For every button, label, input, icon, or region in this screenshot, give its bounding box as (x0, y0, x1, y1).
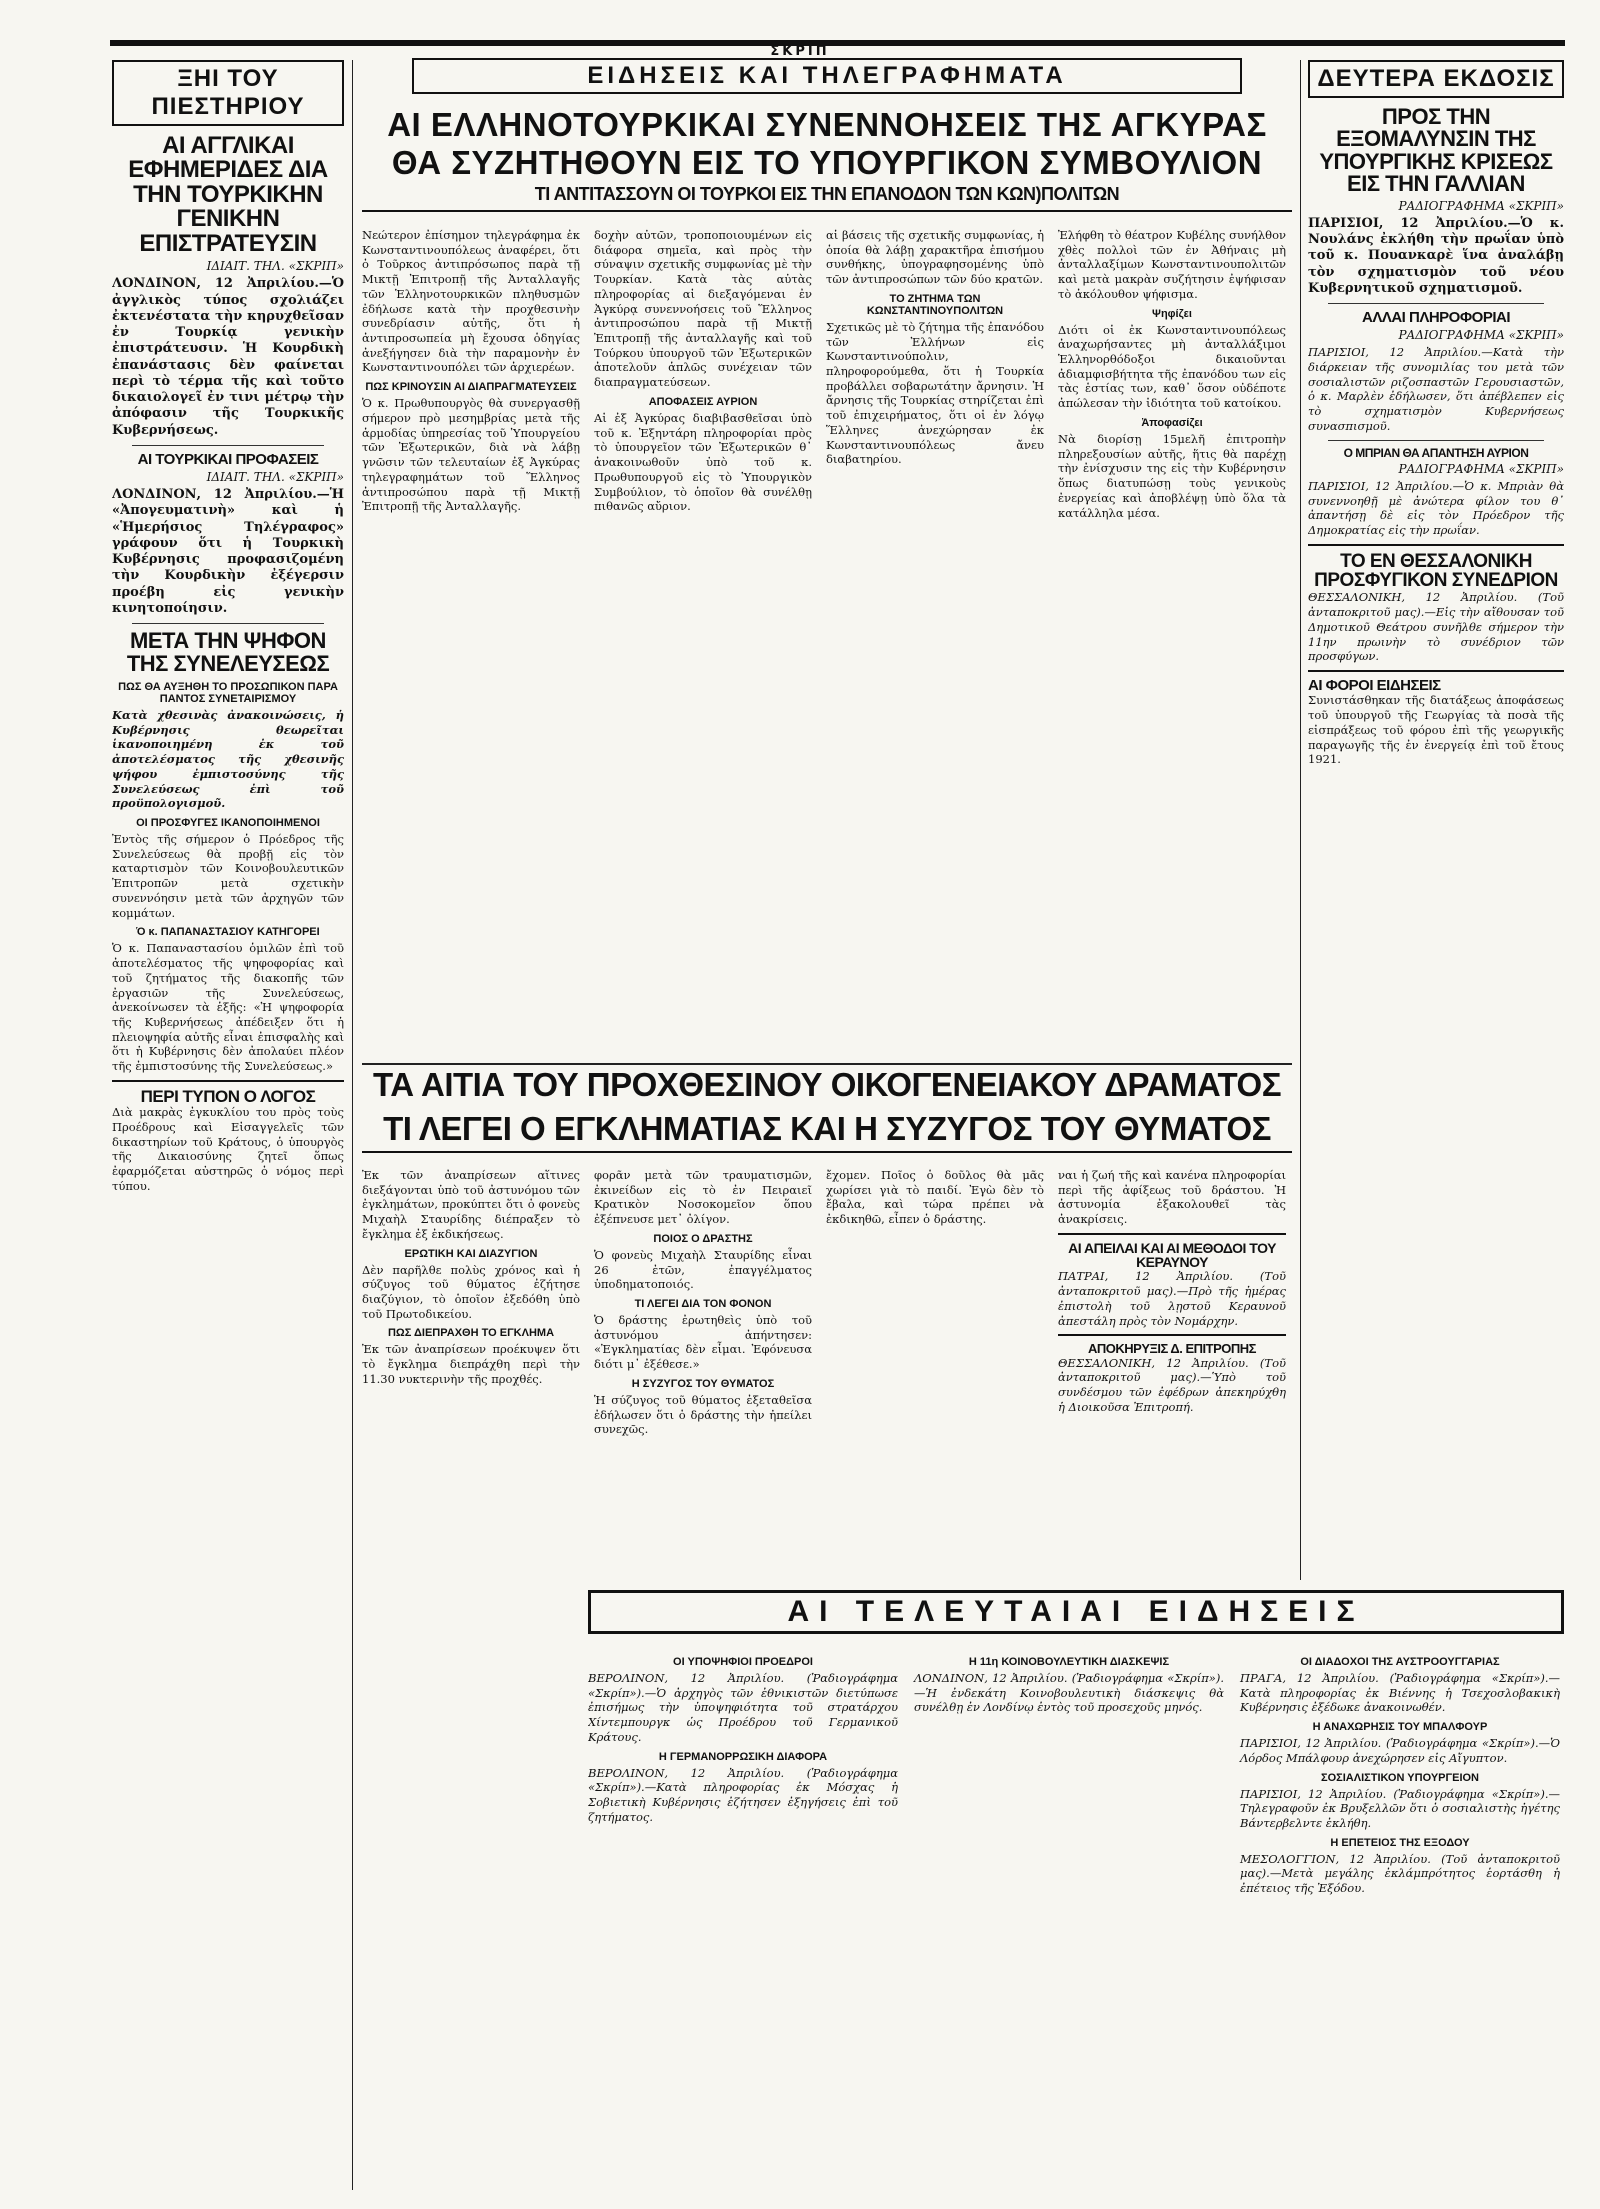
latest-column-2 (914, 1650, 1224, 1719)
article-subhead: ΕΡΩΤΙΚΗ ΚΑΙ ΔΙΑΖΥΓΙΟΝ (404, 1247, 538, 1260)
article-headline: ΜΕΤΑ ΤΗΝ ΨΗΦΟΝ ΤΗΣ ΣΥΝΕΛΕΥΣΕΩΣ (126, 628, 330, 676)
article-lead: ΠΑΡΙΣΙΟΙ, 12 Ἀπριλίου.—Ὁ κ. Νουλάνς ἐκλήθη τὴν πρωΐαν ὑπὸ τοῦ κ. Πουανκαρὲ ἵνα ἀναλάβῃ τὸν σχηματισμὸν τοῦ νέου Κυβερνητικοῦ σχηματισμοῦ. (1308, 215, 1564, 296)
article-lead: Κατὰ χθεσινὰς ἀνακοινώσεις, ἡ Κυβέρνησις θεωρεῖται ἱκανοποιημένη ἐκ τοῦ ἀποτελέσματος τῆς χθεσινῆς ψήφου ἐμπιστοσύνης τῆς Συνελεύσεως ἐπὶ τοῦ προϋπολογισμοῦ. (112, 708, 344, 811)
article-body: Ἐκ τῶν ἀναπρίσεων προέκυψεν ὅτι τὸ ἔγκλημα διεπράχθη περὶ τὴν 11.30 νυκτερινὴν τῆς προχθές. (362, 1342, 580, 1386)
news-column-3 (826, 228, 1044, 471)
dateline: ΙΔΙΑΙΤ. ΤΗΛ. «ΣΚΡΙΠ» (206, 259, 344, 274)
article-subhead: Η 11η ΚΟΙΝΟΒΟΥΛΕΥΤΙΚΗ ΔΙΑΣΚΕΨΙΣ (968, 1656, 1170, 1668)
divider (1058, 1334, 1286, 1336)
article-subhead: Η ΕΠΕΤΕΙΟΣ ΤΗΣ ΕΞΟΔΟΥ (1330, 1836, 1470, 1849)
article-subhead: Η ΑΝΑΧΩΡΗΣΙΣ ΤΟΥ ΜΠΑΛΦΟΥΡ (1312, 1721, 1488, 1734)
article-headline: ΠΡΟΣ ΤΗΝ ΕΞΟΜΑΛΥΝΣΙΝ ΤΗΣ ΥΠΟΥΡΓΙΚΗΣ ΚΡΙΣΕΩΣ ΕΙΣ ΤΗΝ ΓΑΛΛΙΑΝ (1319, 104, 1553, 197)
article-lead: ΠΑΤΡΑΙ, 12 Ἀπριλίου. (Τοῦ ἀνταποκριτοῦ μας).—Πρὸ τῆς ἡμέρας ἐπιστολὴ τοῦ λῃστοῦ Κεραυνοῦ ἀπεστάλη πρὸς τὸν Νομάρχην. (1058, 1269, 1286, 1328)
story-column-1 (362, 1168, 580, 1391)
article-lead: ΠΑΡΙΣΙΟΙ, 12 Ἀπριλίου.—Κατὰ τὴν διάρκειαν τῆς συνομιλίας του μετὰ τῶν σοσιαλιστῶν ριζοσπαστῶν Γερουσιαστῶν, ὁ κ. Μαρλὲν ἐδήλωσεν, ὅτι ἀπέβλεπεν εἰς τὸ σχηματισμὸν Κυβερνήσεως συνασπισμοῦ. (1308, 345, 1564, 433)
section-banner: ΕΙΔΗΣΕΙΣ ΚΑΙ ΤΗΛΕΓΡΑΦΗΜΑΤΑ (412, 58, 1242, 94)
article-body: Ὁ φονεὺς Μιχαὴλ Σταυρίδης εἶναι 26 ἐτῶν, ἐπαγγέλματος ὑποδηματοποιός. (594, 1247, 812, 1292)
article-body: δοχὴν αὐτῶν, τροποποιουμένων εἰς διάφορα σημεῖα, καὶ πρὸς τὴν σύναψιν σχετικῆς συμφωνίας μὲ τὴν Τουρκίαν. Κατὰ τὰς αὐτὰς πληροφορίας αἱ διεξαγόμεναι ἐν Ἀγκύρᾳ συνεννοήσεις τοῦ Ἕλληνος ἀντιπροσώπου παρὰ τῇ Μικτῇ Ἐπιτροπῇ τῆς ἀνταλλαγῆς καὶ τοῦ Τούρκου ὑπουργοῦ τῶν Ἐξωτερικῶν ἀποτελοῦν ἁπλῶς συνέχειαν τῶν διαπραγματεύσεων. (594, 228, 812, 390)
article-body: ΜΕΣΟΛΟΓΓΙΟΝ, 12 Ἀπριλίου. (Τοῦ ἀνταποκριτοῦ μας).—Μετὰ μεγάλης ἐκλάμπρότητος ἑορτάσθη ἡ ἐπέτειος τῆς Ἐξόδου. (1240, 1851, 1560, 1896)
article-body: Ὁ δράστης ἐρωτηθεὶς ὑπὸ τοῦ ἀστυνόμου ἀπήντησεν: «Ἐγκληματίας δὲν εἶμαι. Ἐφόνευσα διότι μ᾽ ἐξέθεσε.» (594, 1313, 812, 1372)
dateline: ΙΔΙΑΙΤ. ΤΗΛ. «ΣΚΡΙΠ» (206, 470, 344, 485)
article-headline: ΑΙ ΦΟΡΟΙ ΕΙΔΗΣΕΙΣ (1308, 677, 1441, 695)
article-subhead: ΠΩΣ ΔΙΕΠΡΑΧΘΗ ΤΟ ΕΓΚΛΗΜΑ (387, 1327, 555, 1340)
article-body: Διὰ μακρὰς ἐγκυκλίου του πρὸς τοὺς Προέδρους καὶ Εἰσαγγελεῖς τῶν δικαστηρίων τοῦ Κράτους, ὁ ὑπουργὸς τῆς Δικαιοσύνης ζητεῖ ὅπως ἐφαρμόζεται αὐστηρῶς ὁ νόμος περὶ τύπου. (112, 1105, 344, 1193)
article-body: ΠΡΑΓΑ, 12 Ἀπριλίου. (Ῥαδιογράφημα «Σκρίπ»).—Κατὰ πληροφορίας ἐκ Βιέννης ἡ Τσεχοσλοβακικὴ Κυβέρνησις ἐξέδωκε ἀνακοινωθέν. (1240, 1671, 1560, 1715)
article-body: φορᾶν μετὰ τῶν τραυματισμῶν, ἐκινείδων εἰς τὸ ἐν Πειραιεῖ Κρατικὸν Νοσοκομεῖον ὅπου ἐξέπνευσε μετ᾽ ὀλίγον. (594, 1168, 812, 1227)
article-subhead: ΠΩΣ ΘΑ ΑΥΞΗΘΗ ΤΟ ΠΡΟΣΩΠΙΚΟΝ ΠΑΡΑ ΠΑΝΤΟΣ ΣΥΝΕΤΑΙΡΙΣΜΟΥ (118, 681, 338, 706)
article-subhead: Η ΣΥΖΥΓΟΣ ΤΟΥ ΘΥΜΑΤΟΣ (631, 1377, 775, 1390)
article-body: Δὲν παρῆλθε πολὺς χρόνος καὶ ἡ σύζυγος τοῦ θύματος ἐζήτησε διαζύγιον, τὸ ὁποῖον ἐξεδόθη ὑπὸ τοῦ Πρωτοδικείου. (362, 1262, 580, 1321)
article-subhead: Η ΓΕΡΜΑΝΟΡΡΩΣΙΚΗ ΔΙΑΦΟΡΑ (658, 1750, 828, 1763)
divider (132, 445, 324, 446)
article-body: ΒΕΡΟΛΙΝΟΝ, 12 Ἀπριλίου. (Ῥαδιογράφημα «Σκρίπ»).—Κατὰ πληροφορίας ἐκ Μόσχας ἡ Σοβιετικὴ Κυβέρνησις ἐζήτησεν ἐξηγήσεις ἐπὶ τοῦ ζητήματος. (588, 1765, 898, 1824)
divider (1328, 303, 1544, 304)
divider (1328, 440, 1544, 441)
article-headline: ΤΟ ΕΝ ΘΕΣΣΑΛΟΝΙΚΗ ΠΡΟΣΦΥΓΙΚΟΝ ΣΥΝΕΔΡΙΟΝ (1314, 550, 1558, 592)
column-rule (352, 60, 353, 2190)
article-body: Ἐκ τῶν ἀναπρίσεων αἵτινες διεξάγονται ὑπὸ τοῦ ἀστυνόμου τῶν ἐγκλημάτων, προκύπτει ὅτι ὁ φονεὺς Μιχαὴλ Σταυρίδης διέπραξεν τὸ ἔγκλημα ἐξ ἐκδικήσεως. (362, 1168, 580, 1241)
article-subhead: Ἀποφασίζει (1141, 416, 1203, 429)
dateline: ΡΑΔΙΟΓΡΑΦΗΜΑ «ΣΚΡΙΠ» (1398, 461, 1564, 476)
dateline: ΡΑΔΙΟΓΡΑΦΗΜΑ «ΣΚΡΙΠ» (1398, 328, 1564, 343)
article-body: Διότι οἱ ἐκ Κωνσταντινουπόλεως ἀναχωρήσαντες μὴ ἀνταλλάξιμοι Ἑλληνορθόδοξοι δικαιοῦνται ἀδιαμφισβήτητα τῆς ἐπανόδου των εἰς τὰς ἑστίας των, καθ᾽ ὅσον οὐδέποτε ἀπώλεσαν τὴν ἰδιότητα τοῦ κατοίκου. (1058, 322, 1286, 411)
article-body: Ὁ κ. Παπαναστασίου ὁμιλῶν ἐπὶ τοῦ ἀποτελέσματος τῆς ψηφοφορίας καὶ τοῦ ζητήματος τῆς διακοπῆς τῶν ἐργασιῶν τῆς Συνελεύσεως, ἀνεκοίνωσεν τὰ ἑξῆς: «Ἡ ψηφοφορία τῆς Κυβερνήσεως ἀπέδειξεν ὅτι ἡ πλειοψηφία αὐτῆς εἶναι ἐπισφαλὴς καὶ ὅτι ἡ Κυβέρνησις δὲν ἀπολαύει πλέον τῆς ἐμπιστοσύνης τῆς Συνελεύσεως.» (112, 941, 344, 1074)
article-headline: ΑΛΛΑΙ ΠΛΗΡΟΦΟΡΙΑΙ (1361, 309, 1510, 326)
right-column (1308, 60, 1564, 1580)
article-body: ΒΕΡΟΛΙΝΟΝ, 12 Ἀπριλίου. (Ῥαδιογράφημα «Σκρίπ»).—Ὁ ἀρχηγὸς τῶν ἐθνικιστῶν διετύπωσε ἐπισήμως τὴν ὑποψηφιότητα τοῦ στρατάρχου Χίντεμπουργκ ὡς Προέδρου τοῦ Γερμανικοῦ Κράτους. (588, 1671, 898, 1744)
center-news (362, 58, 1292, 1058)
article-lead: ΛΟΝΔΙΝΟΝ, 12 Ἀπριλίου.—Ὁ ἀγγλικὸς τύπος σχολιάζει ἐκτενέστατα τὴν κηρυχθεῖσαν ἐν Τουρκίᾳ γενικὴν ἐπιστράτευσιν. Ἡ Κουρδικὴ ἐπανάστασις δὲν φαίνεται περὶ τὸ τέρμα τῆς καὶ τοῦτο δικαιολογεῖ ἐν τινι μέτρῳ τὴν ἀπόφασιν τῆς Τουρκικῆς Κυβερνήσεως. (112, 276, 344, 438)
latest-column-3 (1240, 1650, 1560, 1900)
article-body: Ὁ κ. Πρωθυπουργὸς θὰ συνεργασθῇ σήμερον πρὸ μεσημβρίας μετὰ τῆς ἁρμοδίας ὑπηρεσίας τοῦ Ὑπουργείου τῶν Ἐξωτερικῶν, διὰ νὰ λάβῃ γνῶσιν τῶν τελευταίων ἐξ Ἀγκύρας τηλεγραφημάτων τοῦ Ἕλληνος ἀντιπροσώπου παρὰ τῇ Μικτῇ Ἐπιτροπῇ τῆς Ἀνταλλαγῆς. (362, 396, 580, 514)
latest-column-1 (588, 1650, 898, 1828)
divider (1308, 670, 1564, 672)
article-body: ΛΟΝΔΙΝΟΝ, 12 Ἀπριλίου. (Ῥαδιογράφημα «Σκρίπ»).—Ἡ ἐνδεκάτη Κοινοβουλευτικὴ διάσκεψις θὰ συνέλθῃ ἐν Λονδίνῳ ἐντὸς τοῦ προσεχοῦς μηνός. (914, 1671, 1224, 1715)
article-lead: ΛΟΝΔΙΝΟΝ, 12 Ἀπριλίου.—Ἡ «Ἀπογευματινὴ» καὶ ἡ «Ἡμερήσιος Τηλέγραφος» γράφουν ὅτι ἡ Τουρκικὴ Κυβέρνησις προφασιζομένη τὴν Κουρδικὴν ἐξέγερσιν προέβη εἰς γενικὴν κινητοποίησιν. (112, 487, 344, 616)
article-body: Νὰ διορίσῃ 15μελῆ ἐπιτροπὴν πληρεξουσίων αὐτῆς, ἥτις θὰ παρέχῃ τὴν ἐνίσχυσιν της εἰς τὴν Κυβέρνησιν ὅπως διατυπώσῃ τοὺς γενικοὺς ἐνεργείας καὶ ἀποβλέψῃ ὑπὸ ὅλα τὰ κατάλληλα μέσα. (1058, 431, 1286, 520)
article-subhead: ΣΟΣΙΑΛΙΣΤΙΚΟΝ ΥΠΟΥΡΓΕΙΟΝ (1320, 1771, 1480, 1784)
story-column-2 (594, 1168, 812, 1441)
divider (1308, 544, 1564, 546)
column-rule (1300, 60, 1301, 1580)
article-body: ἔχομεν. Ποῖος ὁ δοῦλος θὰ μᾶς χωρίσει γιὰ τὸ παιδί. Ἐγὼ δὲν τὸ ἔβαλα, καὶ τώρα πρέπει νὰ ἐκδικηθῶ, εἶπεν ὁ δράστης. (826, 1168, 1044, 1227)
story-column-3 (826, 1168, 1044, 1231)
article-lead: ΘΕΣΣΑΛΟΝΙΚΗ, 12 Ἀπριλίου. (Τοῦ ἀνταποκριτοῦ μας).—Ὑπὸ τοῦ συνδέσμου τῶν ἐφέδρων ἀπεκηρύχθη ἡ Διοικοῦσα Ἐπιτροπή. (1058, 1355, 1286, 1414)
news-column-4 (1058, 228, 1286, 524)
article-body: Ἐλήφθη τὸ θέατρον Κυβέλης συνήλθον χθὲς πολλοὶ τῶν ἐν Ἀθήναις μὴ ἀνταλλαξίμων Κωνσταντινουπολιτῶν καὶ μετὰ μακρὰν συζήτησιν ἐψήφισαν τὸ ἀκόλουθον ψήφισμα. (1058, 228, 1286, 301)
divider (1058, 1233, 1286, 1235)
article-body: Σχετικῶς μὲ τὸ ζήτημα τῆς ἐπανόδου τῶν Ἑλλήνων εἰς Κωνσταντινούπολιν, πληροφορούμεθα, ὅτι ἡ Τουρκία προβάλλει σοβαρωτάτην ἄρνησιν. Ἡ ἄρνησις τῆς Τουρκίας στηρίζεται ἐπὶ τοῦ ἐπιχειρήματος, ὅτι οἱ ἐν λόγῳ Ἕλληνες ἀνεχώρησαν ἐκ Κωνσταντινουπόλεως ἄνευ διαβατηρίου. (826, 319, 1044, 467)
main-headline: ΘΑ ΣΥΖΗΤΗΘΟΥΝ ΕΙΣ ΤΟ ΥΠΟΥΡΓΙΚΟΝ ΣΥΜΒΟΥΛΙΟΝ (391, 143, 1263, 181)
article-subhead: ΤΙ ΛΕΓΕΙ ΔΙΑ ΤΟΝ ΦΟΝΟΝ (634, 1298, 772, 1311)
article-headline: ΑΙ ΤΟΥΡΚΙΚΑΙ ΠΡΟΦΑΣΕΙΣ (137, 450, 319, 468)
article-subhead: ΠΩΣ ΚΡΙΝΟΥΣΙΝ ΑΙ ΔΙΑΠΡΑΓΜΑΤΕΥΣΕΙΣ (365, 381, 577, 394)
latest-banner: ΑΙ ΤΕΛΕΥΤΑΙΑΙ ΕΙΔΗΣΕΙΣ (588, 1590, 1564, 1634)
news-column-2 (594, 228, 812, 518)
article-body: Ἐντὸς τῆς σήμερον ὁ Πρόεδρος τῆς Συνελεύσεως θὰ προβῇ εἰς τὸν καταρτισμὸν τῶν Κοινοβουλευτικῶν Ἐπιτροπῶν μετὰ σχετικὴν συνεννόησιν μετὰ τῶν ἀρχηγῶν τῶν κομμάτων. (112, 832, 344, 920)
article-subhead: ΑΠΟΦΑΣΕΙΣ ΑΥΡΙΟΝ (648, 395, 758, 408)
divider (112, 1080, 344, 1082)
masthead: ΣΚΡΙΠ (770, 44, 830, 59)
article-body: ΠΑΡΙΣΙΟΙ, 12 Ἀπριλίου. (Ῥαδιογράφημα «Σκρίπ»).—Τηλεγραφοῦν ἐκ Βρυξελλῶν ὅτι ὁ σοσιαλιστὴς ἡγέτης Βάντερβελντε ἐκλήθη. (1240, 1786, 1560, 1831)
article-subhead: ΟΙ ΠΡΟΣΦΥΓΕΣ ΙΚΑΝΟΠΟΙΗΜΕΝΟΙ (136, 817, 320, 830)
story-headline: ΤΑ ΑΙΤΙΑ ΤΟΥ ΠΡΟΧΘΕΣΙΝΟΥ ΟΙΚΟΓΕΝΕΙΑΚΟΥ ΔΡΑΜΑΤΟΣ (373, 1068, 1281, 1103)
story-column-4 (1058, 1168, 1286, 1418)
story-headline: ΤΙ ΛΕΓΕΙ Ο ΕΓΚΛΗΜΑΤΙΑΣ ΚΑΙ Η ΣΥΖΥΓΟΣ ΤΟΥ ΘΥΜΑΤΟΣ (362, 1112, 1292, 1154)
main-headline: ΑΙ ΕΛΛΗΝΟΤΟΥΡΚΙΚΑΙ ΣΥΝΕΝΝΟΗΣΕΙΣ ΤΗΣ ΑΓΚΥΡΑΣ (387, 106, 1267, 143)
article-headline: ΑΙ ΑΓΓΛΙΚΑΙ ΕΦΗΜΕΡΙΔΕΣ ΔΙΑ ΤΗΝ ΤΟΥΡΚΙΚΗΝ ΓΕΝΙΚΗΝ ΕΠΙΣΤΡΑΤΕΥΣΙΝ (128, 132, 328, 257)
divider (132, 623, 324, 624)
article-subhead: Ψηφίζει (1152, 307, 1192, 320)
article-body: Συνιστάσθηκαν τῆς διατάξεως ἀποφάσεως τοῦ ὑπουργοῦ τῆς Γεωργίας τὰ ποσὰ τῆς εἰσπράξεως τοῦ φόρου ἐπὶ τῆς γεωργικῆς παραγωγῆς τῆς ἐν ἐνεργείᾳ ἐπὶ τοῦ ἔτους 1921. (1308, 693, 1564, 767)
article-body: Αἱ ἐξ Ἀγκύρας διαβιβασθεῖσαι ὑπὸ τοῦ κ. Ἐξηντάρη πληροφορίαι πρὸς τὸ ὑπουργεῖον τῶν Ἐξωτερικῶν θ᾽ ἀνακοινωθοῦν ὑπὸ τοῦ κ. Πρωθυπουργοῦ εἰς τὸ Ὑπουργικὸν Συμβούλιον, τὸ ὁποῖον θὰ συνέλθῃ πιθανῶς αὔριον. (594, 410, 812, 514)
subheadline: ΤΙ ΑΝΤΙΤΑΣΣΟΥΝ ΟΙ ΤΟΥΡΚΟΙ ΕΙΣ ΤΗΝ ΕΠΑΝΟΔΟΝ ΤΩΝ ΚΩΝ)ΠΟΛΙΤΩΝ (362, 185, 1292, 211)
article-subhead: Ὁ κ. ΠΑΠΑΝΑΣΤΑΣΙΟΥ ΚΑΤΗΓΟΡΕΙ (136, 926, 320, 939)
article-lead: ΠΑΡΙΣΙΟΙ, 12 Ἀπριλίου.—Ὁ κ. Μπριὰν θὰ συνεννοηθῇ μὲ ἀνώτερα φίλον του θ᾽ ἀπαντήσῃ δὲ εἰς τὸν Πρόεδρον τῆς Δημοκρατίας εἰς τὴν πρωΐαν. (1308, 478, 1564, 537)
section-title: ΞΗΙ ΤΟΥ ΠΙΕΣΤΗΡΙΟΥ (112, 60, 344, 126)
article-body: Ἡ σύζυγος τοῦ θύματος ἐξεταθεῖσα ἐδήλωσεν ὅτι ὁ δράστης τὴν ἠπείλει συνεχῶς. (594, 1392, 812, 1437)
article-subhead: ΟΙ ΔΙΑΔΟΧΟΙ ΤΗΣ ΑΥΣΤΡΟΟΥΓΓΑΡΙΑΣ (1300, 1656, 1500, 1668)
article-lead: ΘΕΣΣΑΛΟΝΙΚΗ, 12 Ἀπριλίου. (Τοῦ ἀνταποκριτοῦ μας).—Εἰς τὴν αἴθουσαν τοῦ Δημοτικοῦ Θεάτρου συνῆλθε σήμερον τὴν 11ην πρωινὴν τὸ συνέδριον τῶν προσφύγων. (1308, 590, 1564, 664)
article-body: ΠΑΡΙΣΙΟΙ, 12 Ἀπριλίου. (Ῥαδιογράφημα «Σκρίπ»).—Ὁ Λόρδος Μπάλφουρ ἀνεχώρησεν εἰς Αἴγυπτον. (1240, 1736, 1560, 1765)
article-body: αἱ βάσεις τῆς σχετικῆς συμφωνίας, ἡ ὁποία θὰ λάβῃ χαρακτῆρα ἐπισήμου συνθήκης, ὑπογραφησομένης ὑπὸ τῶν ἀντιπροσώπων τῶν δύο κρατῶν. (826, 228, 1044, 287)
article-subhead: ΠΟΙΟΣ Ο ΔΡΑΣΤΗΣ (653, 1232, 753, 1245)
dateline: ΡΑΔΙΟΓΡΑΦΗΜΑ «ΣΚΡΙΠ» (1398, 198, 1564, 213)
article-headline: ΑΠΟΚΗΡΥΞΙΣ Δ. ΕΠΙΤΡΟΠΗΣ (1088, 1341, 1256, 1357)
article-headline: ΑΙ ΑΠΕΙΛΑΙ ΚΑΙ ΑΙ ΜΕΘΟΔΟΙ ΤΟΥ ΚΕΡΑΥΝΟΥ (1068, 1239, 1276, 1271)
middle-story (362, 1068, 1292, 1588)
article-headline: ΠΕΡΙ ΤΥΠΟΝ Ο ΛΟΓΟΣ (140, 1086, 316, 1106)
divider (362, 1063, 1292, 1065)
latest-news (588, 1590, 1564, 2190)
left-column (112, 60, 344, 2190)
section-title: ΔΕΥΤΕΡΑ ΕΚΔΟΣΙΣ (1308, 60, 1564, 98)
article-body: Νεώτερον ἐπίσημον τηλεγράφημα ἐκ Κωνσταντινουπόλεως ἀναφέρει, ὅτι ὁ Τοῦρκος ἀντιπρόσωπος παρὰ τῇ Μικτῇ Ἐπιτροπῇ τῆς Ἀνταλλαγῆς τῶν Ἑλληνοτουρκικῶν πληθυσμῶν ἐδήλωσε κατὰ τὴν προχθεσινὴν συνεδρίασιν αὐτῆς, ὅτι ἡ ἀντιπροσωπεία μὴ ἔχουσα ὁδηγίας ἀνεξήγησεν διὰ τὴν παραμονὴν ἐν Κωνσταντινουπόλει τῶν ἀρχιερέων. (362, 228, 580, 375)
article-subhead: ΤΟ ΖΗΤΗΜΑ ΤΩΝ ΚΩΝΣΤΑΝΤΙΝΟΥΠΟΛΙΤΩΝ (866, 292, 1004, 317)
article-headline: Ο ΜΠΡΙΑΝ ΘΑ ΑΠΑΝΤΗΣΗ ΑΥΡΙΟΝ (1343, 445, 1529, 460)
news-column-1 (362, 228, 580, 518)
article-body: ναι ἡ ζωή τῆς καὶ κανένα πληροφορίαι περὶ τῆς ἀφίξεως τοῦ δράστου. Ἡ ἀστυνομία ἐξακολουθεῖ τὰς ἀνακρίσεις. (1058, 1168, 1286, 1227)
article-subhead: ΟΙ ΥΠΟΨΗΦΙΟΙ ΠΡΟΕΔΡΟΙ (673, 1656, 813, 1668)
